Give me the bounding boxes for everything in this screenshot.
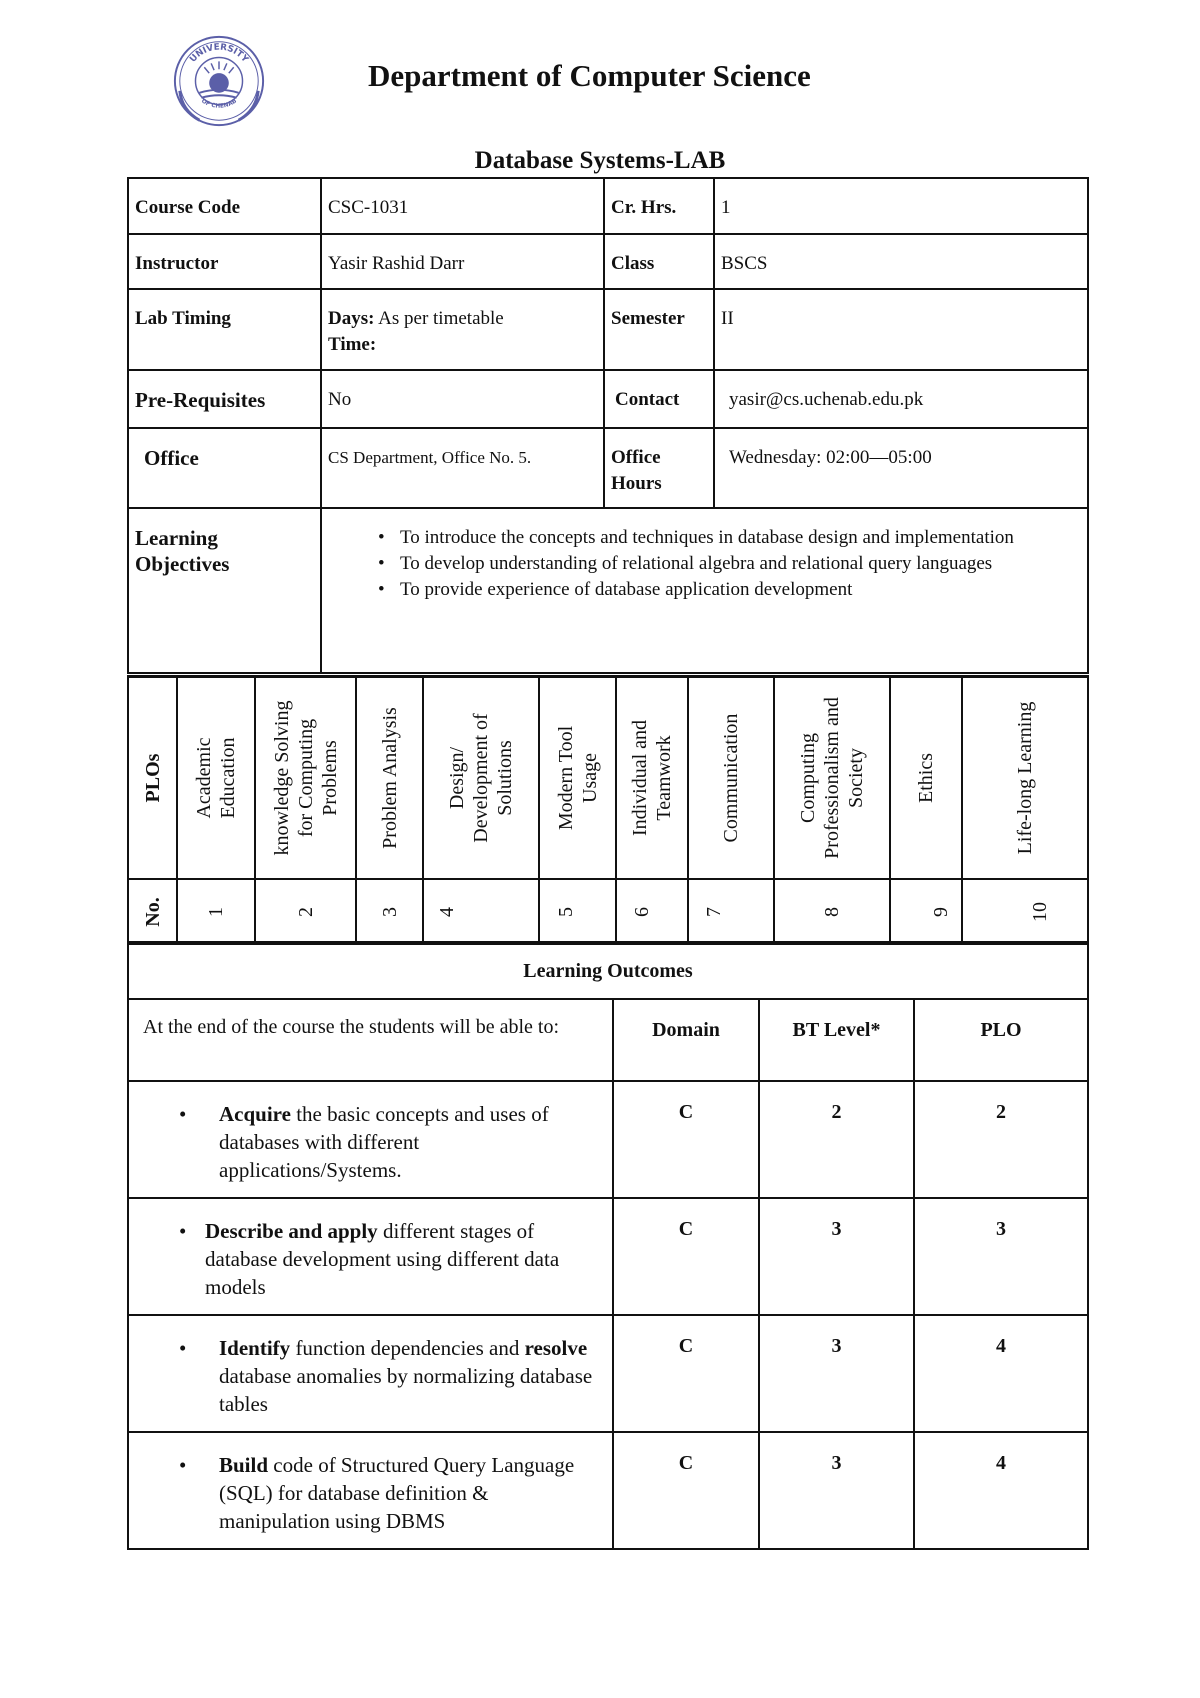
office-label: Office bbox=[128, 428, 321, 508]
objectives-label-1: Learning bbox=[135, 526, 218, 550]
plo-cell bbox=[890, 677, 962, 880]
lab-timing-label: Lab Timing bbox=[128, 289, 321, 370]
plo-number: 5 bbox=[555, 906, 578, 917]
plo-number: 6 bbox=[630, 906, 653, 917]
days-value: As per timetable bbox=[378, 308, 504, 329]
objectives-list bbox=[328, 525, 1082, 603]
bullet-icon: • bbox=[179, 1102, 187, 1126]
logo-text-top: UNIVERSITY bbox=[188, 42, 250, 65]
plo-name: Ethics bbox=[915, 753, 937, 803]
plo-cell bbox=[177, 677, 255, 880]
outcome-text: • Acquire the basic concepts and uses of databases with different applications/Systems. bbox=[128, 1081, 613, 1198]
plo-num-cell bbox=[616, 879, 688, 944]
semester-label: Semester bbox=[604, 289, 714, 370]
plo-name: Academic Education bbox=[193, 737, 239, 819]
bt-level-header: BT Level* bbox=[759, 999, 914, 1081]
plo-table bbox=[127, 675, 1089, 945]
objectives-label-2: Objectives bbox=[135, 552, 230, 576]
department-title: Department of Computer Science bbox=[368, 58, 811, 93]
plo-name: Individual and Teamwork bbox=[629, 719, 675, 837]
class-label: Class bbox=[604, 234, 714, 289]
office-value: CS Department, Office No. 5. bbox=[321, 428, 604, 508]
plo-num-cell bbox=[539, 879, 616, 944]
time-label: Time: bbox=[328, 334, 377, 355]
outcome-domain: C bbox=[613, 1432, 759, 1549]
plo-num-cell bbox=[774, 879, 890, 944]
plo-num-cell bbox=[423, 879, 539, 944]
course-code-value: CSC-1031 bbox=[321, 178, 604, 234]
office-hours-label-2: Hours bbox=[611, 473, 662, 494]
plo-name: Communication bbox=[720, 713, 742, 843]
instructor-label: Instructor bbox=[128, 234, 321, 289]
plo-name: Design/ Development of Solutions bbox=[446, 713, 516, 843]
objectives-content bbox=[321, 508, 1088, 673]
lab-timing-value bbox=[321, 289, 604, 370]
no-label: No. bbox=[141, 896, 164, 927]
plo-header-row bbox=[128, 677, 1088, 880]
table-row bbox=[128, 999, 1088, 1081]
course-code-label: Course Code bbox=[128, 178, 321, 234]
plo-number: 8 bbox=[821, 906, 843, 917]
learning-outcomes-table bbox=[127, 941, 1089, 1550]
plo-num-cell bbox=[890, 879, 962, 944]
domain-header: Domain bbox=[613, 999, 759, 1081]
outcome-text: • Identify function dependencies and resolve database anomalies by normalizing database tables bbox=[128, 1315, 613, 1432]
outcome-bt-level: 2 bbox=[759, 1081, 914, 1198]
plo-number: 1 bbox=[205, 906, 227, 917]
table-row bbox=[128, 289, 1088, 370]
outcome-domain: C bbox=[613, 1081, 759, 1198]
objective-item: • To introduce the concepts and techniques in database design and implementation bbox=[400, 525, 1082, 551]
table-row bbox=[128, 1315, 1088, 1432]
table-row bbox=[128, 428, 1088, 508]
outcome-domain: C bbox=[613, 1315, 759, 1432]
plo-number: 10 bbox=[1028, 901, 1051, 922]
office-hours-label-1: Office bbox=[611, 447, 661, 468]
office-hours-label bbox=[604, 428, 714, 508]
plo-name: Life-long Learning bbox=[1014, 701, 1036, 855]
plo-number: 3 bbox=[378, 906, 401, 917]
plo-num-cell bbox=[688, 879, 774, 944]
plo-number: 4 bbox=[435, 906, 458, 917]
table-row bbox=[128, 508, 1088, 673]
learning-outcomes-title: Learning Outcomes bbox=[128, 943, 1088, 1000]
objective-item: • To provide experience of database application development bbox=[400, 577, 1082, 603]
objectives-label bbox=[128, 508, 321, 673]
outcome-domain: C bbox=[613, 1198, 759, 1315]
instructor-value: Yasir Rashid Darr bbox=[321, 234, 604, 289]
outcome-plo: 2 bbox=[914, 1081, 1088, 1198]
table-row bbox=[128, 1081, 1088, 1198]
cr-hrs-label: Cr. Hrs. bbox=[604, 178, 714, 234]
plo-cell bbox=[356, 677, 423, 880]
plo-num-cell bbox=[177, 879, 255, 944]
plo-cell bbox=[255, 677, 356, 880]
outcome-text: • Describe and apply different stages of database development using different data models bbox=[128, 1198, 613, 1315]
outcome-bt-level: 3 bbox=[759, 1315, 914, 1432]
outcome-plo: 3 bbox=[914, 1198, 1088, 1315]
plo-cell bbox=[688, 677, 774, 880]
outcome-bt-level: 3 bbox=[759, 1432, 914, 1549]
plo-cell bbox=[423, 677, 539, 880]
plo-num-cell bbox=[962, 879, 1088, 944]
cr-hrs-value: 1 bbox=[714, 178, 1088, 234]
outcomes-intro: At the end of the course the students will be able to: bbox=[128, 999, 613, 1081]
table-row bbox=[128, 943, 1088, 1000]
table-row bbox=[128, 1432, 1088, 1549]
contact-value: yasir@cs.uchenab.edu.pk bbox=[714, 370, 1088, 428]
plo-num-cell bbox=[356, 879, 423, 944]
outcome-plo: 4 bbox=[914, 1315, 1088, 1432]
plo-name: Problem Analysis bbox=[378, 707, 401, 849]
table-row bbox=[128, 1198, 1088, 1315]
plo-cell bbox=[962, 677, 1088, 880]
objective-item: • To develop understanding of relational algebra and relational query languages bbox=[400, 551, 1082, 577]
plo-cell bbox=[774, 677, 890, 880]
class-value: BSCS bbox=[714, 234, 1088, 289]
plo-number: 7 bbox=[703, 906, 726, 917]
table-row bbox=[128, 178, 1088, 234]
plo-header: PLO bbox=[914, 999, 1088, 1081]
course-title bbox=[0, 147, 1200, 175]
bullet-icon: • bbox=[179, 1336, 187, 1360]
bullet-icon: • bbox=[179, 1453, 187, 1477]
plo-name: knowledge Solving for Computing Problems bbox=[270, 700, 341, 856]
university-logo bbox=[170, 32, 268, 130]
office-hours-value: Wednesday: 02:00—05:00 bbox=[714, 428, 1088, 508]
plo-cell bbox=[539, 677, 616, 880]
semester-value: II bbox=[714, 289, 1088, 370]
course-info-table bbox=[127, 177, 1089, 674]
plo-name: Computing Professionalism and Society bbox=[797, 697, 867, 859]
plo-number: 2 bbox=[294, 906, 317, 917]
contact-label: Contact bbox=[604, 370, 714, 428]
course-title-text: Database Systems-LAB bbox=[474, 147, 726, 174]
table-row bbox=[128, 234, 1088, 289]
plo-num-label-cell bbox=[128, 879, 177, 944]
plo-cell bbox=[616, 677, 688, 880]
prereq-label: Pre-Requisites bbox=[128, 370, 321, 428]
logo-text-bottom: OF CHENAB bbox=[200, 98, 238, 110]
plo-label-cell bbox=[128, 677, 177, 880]
plos-label: PLOs bbox=[141, 753, 164, 803]
plo-number-row bbox=[128, 879, 1088, 944]
bullet-icon: • bbox=[179, 1219, 187, 1243]
plo-name: Modern Tool Usage bbox=[554, 725, 601, 831]
days-label: Days: bbox=[328, 308, 375, 329]
prereq-value: No bbox=[321, 370, 604, 428]
plo-number: 9 bbox=[930, 906, 953, 917]
table-row bbox=[128, 370, 1088, 428]
outcome-text: • Build code of Structured Query Language (SQL) for database definition & manipulation using DBMS bbox=[128, 1432, 613, 1549]
plo-num-cell bbox=[255, 879, 356, 944]
outcome-plo: 4 bbox=[914, 1432, 1088, 1549]
outcome-bt-level: 3 bbox=[759, 1198, 914, 1315]
